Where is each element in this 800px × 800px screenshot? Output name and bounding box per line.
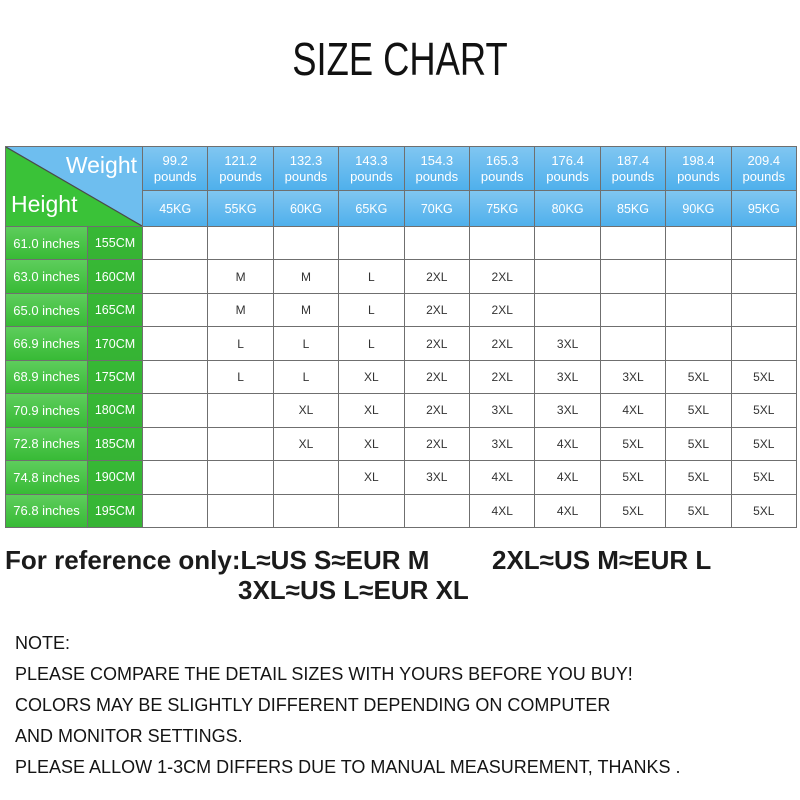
weight-lbs-value: 121.2 [224,152,257,168]
size-cell [208,461,272,493]
size-cell [143,327,207,359]
size-cell: L [274,327,338,359]
notes-heading: NOTE: [15,633,71,653]
weight-kg-header: 55KG [208,191,272,226]
weight-lbs-header [274,147,338,190]
size-cell: 4XL [535,495,599,527]
height-inches-label: 74.8 inches [6,461,87,493]
height-axis-label: Height [11,191,78,217]
height-cm-label: 160CM [88,260,142,292]
size-cell [143,394,207,426]
size-cell: M [274,260,338,292]
height-cm-label: 185CM [88,428,142,460]
size-cell [143,294,207,326]
size-cell: 2XL [405,428,469,460]
weight-lbs-header [601,147,665,190]
height-inches-label: 70.9 inches [6,394,87,426]
size-cell [405,495,469,527]
size-cell: 3XL [535,394,599,426]
weight-lbs-value: 176.4 [551,152,584,168]
size-cell: 2XL [470,327,534,359]
weight-lbs-header [208,147,272,190]
size-cell: 4XL [470,495,534,527]
size-cell [601,294,665,326]
weight-lbs-value: 143.3 [355,152,388,168]
weight-kg-header: 80KG [535,191,599,226]
height-inches-label: 76.8 inches [6,495,87,527]
size-cell: 3XL [535,327,599,359]
weight-lbs-header [535,147,599,190]
size-cell: M [274,294,338,326]
weight-lbs-value: 198.4 [682,152,715,168]
size-cell: 5XL [666,394,730,426]
size-cell: 2XL [470,361,534,393]
size-cell [535,227,599,259]
size-cell: XL [339,461,403,493]
weight-lbs-header [732,147,796,190]
size-cell: 3XL [601,361,665,393]
size-cell [732,260,796,292]
weight-unit-label: pounds [677,168,720,184]
size-cell: 2XL [470,294,534,326]
weight-lbs-value: 132.3 [289,152,323,168]
size-cell: 5XL [732,394,796,426]
size-cell: 5XL [732,495,796,527]
weight-unit-label: pounds [611,168,655,184]
size-cell: L [339,294,403,326]
size-cell [470,227,534,259]
height-cm-label: 190CM [88,461,142,493]
weight-unit-label: pounds [415,168,459,184]
size-cell: L [339,260,403,292]
weight-kg-header: 75KG [470,191,534,226]
height-inches-label: 68.9 inches [6,361,87,393]
weight-lbs-header [405,147,469,190]
size-cell: 5XL [601,495,665,527]
size-cell: 2XL [405,327,469,359]
weight-lbs-header [470,147,534,190]
size-cell: 2XL [405,294,469,326]
size-cell [601,260,665,292]
height-inches-label: 72.8 inches [6,428,87,460]
weight-axis-label: Weight [65,152,137,178]
size-conversion-note: 2XL≈US M≈EUR L [492,545,712,575]
weight-unit-label: pounds [284,168,328,184]
weight-kg-header: 60KG [274,191,338,226]
height-inches-label: 65.0 inches [6,294,87,326]
size-cell: 5XL [732,361,796,393]
weight-kg-header: 90KG [666,191,730,226]
weight-kg-header: 95KG [732,191,796,226]
size-cell [274,495,338,527]
height-cm-label: 175CM [88,361,142,393]
size-cell: 2XL [405,361,469,393]
size-cell: 2XL [405,260,469,292]
size-cell [143,428,207,460]
size-cell [666,227,730,259]
size-cell: L [208,361,272,393]
weight-unit-label: pounds [742,168,786,184]
size-cell: M [208,260,272,292]
size-cell: 3XL [405,461,469,493]
size-cell: 2XL [405,394,469,426]
size-cell: XL [274,394,338,426]
weight-lbs-value: 99.2 [162,152,188,168]
height-cm-label: 165CM [88,294,142,326]
corner-header [6,147,142,226]
size-cell [601,327,665,359]
size-cell [143,260,207,292]
size-cell [208,227,272,259]
size-cell [732,294,796,326]
size-cell: XL [339,394,403,426]
size-conversion-note: For reference only:L≈US S≈EUR M [5,545,430,575]
size-cell [143,495,207,527]
size-cell [208,428,272,460]
size-cell [405,227,469,259]
weight-kg-header: 65KG [339,191,403,226]
note-line: COLORS MAY BE SLIGHTLY DIFFERENT DEPENDING ON COMPUTER [15,695,611,715]
size-cell [143,227,207,259]
size-cell: 5XL [666,428,730,460]
weight-lbs-value: 209.4 [747,152,781,168]
height-cm-label: 180CM [88,394,142,426]
weight-kg-header: 70KG [405,191,469,226]
size-cell: 5XL [732,428,796,460]
weight-kg-header: 45KG [143,191,207,226]
size-cell: XL [274,428,338,460]
weight-unit-label: pounds [480,168,524,184]
note-line: AND MONITOR SETTINGS. [15,726,243,746]
size-cell: 5XL [666,361,730,393]
size-cell: 5XL [601,428,665,460]
size-cell [339,495,403,527]
size-cell: XL [339,361,403,393]
weight-lbs-header [339,147,403,190]
size-cell [535,260,599,292]
weight-unit-label: pounds [219,168,262,184]
weight-lbs-header [143,147,207,190]
height-cm-label: 195CM [88,495,142,527]
weight-kg-header: 85KG [601,191,665,226]
size-cell [666,327,730,359]
size-cell [143,361,207,393]
size-cell [732,227,796,259]
size-cell: 5XL [666,461,730,493]
size-cell [143,461,207,493]
weight-lbs-value: 154.3 [420,152,454,168]
size-cell [666,260,730,292]
size-cell: L [339,327,403,359]
size-cell [208,394,272,426]
height-cm-label: 155CM [88,227,142,259]
height-inches-label: 63.0 inches [6,260,87,292]
size-cell: XL [339,428,403,460]
size-cell: 4XL [470,461,534,493]
weight-unit-label: pounds [350,168,393,184]
size-cell [732,327,796,359]
weight-lbs-value: 165.3 [485,152,519,168]
size-cell: 5XL [601,461,665,493]
weight-unit-label: pounds [546,168,589,184]
weight-lbs-header [666,147,730,190]
size-cell: 3XL [535,361,599,393]
weight-lbs-value: 187.4 [616,152,650,168]
size-cell: L [208,327,272,359]
height-cm-label: 170CM [88,327,142,359]
size-cell: L [274,361,338,393]
size-cell [208,495,272,527]
size-cell: 4XL [601,394,665,426]
size-cell [666,294,730,326]
size-chart-table [5,146,797,528]
height-inches-label: 66.9 inches [6,327,87,359]
size-conversion-note: 3XL≈US L≈EUR XL [238,575,469,605]
weight-unit-label: pounds [153,168,197,184]
size-cell: 3XL [470,428,534,460]
size-cell: 2XL [470,260,534,292]
size-cell [339,227,403,259]
note-line: PLEASE ALLOW 1-3CM DIFFERS DUE TO MANUAL MEASUREMENT, THANKS . [15,757,681,777]
size-cell [274,227,338,259]
size-cell [601,227,665,259]
note-line: PLEASE COMPARE THE DETAIL SIZES WITH YOURS BEFORE YOU BUY! [15,664,633,684]
size-cell: 5XL [732,461,796,493]
size-cell: 4XL [535,428,599,460]
size-cell: M [208,294,272,326]
height-inches-label: 61.0 inches [6,227,87,259]
size-cell [535,294,599,326]
size-cell [274,461,338,493]
size-cell: 4XL [535,461,599,493]
size-cell: 5XL [666,495,730,527]
page-title: SIZE CHART [292,33,508,85]
size-cell: 3XL [470,394,534,426]
